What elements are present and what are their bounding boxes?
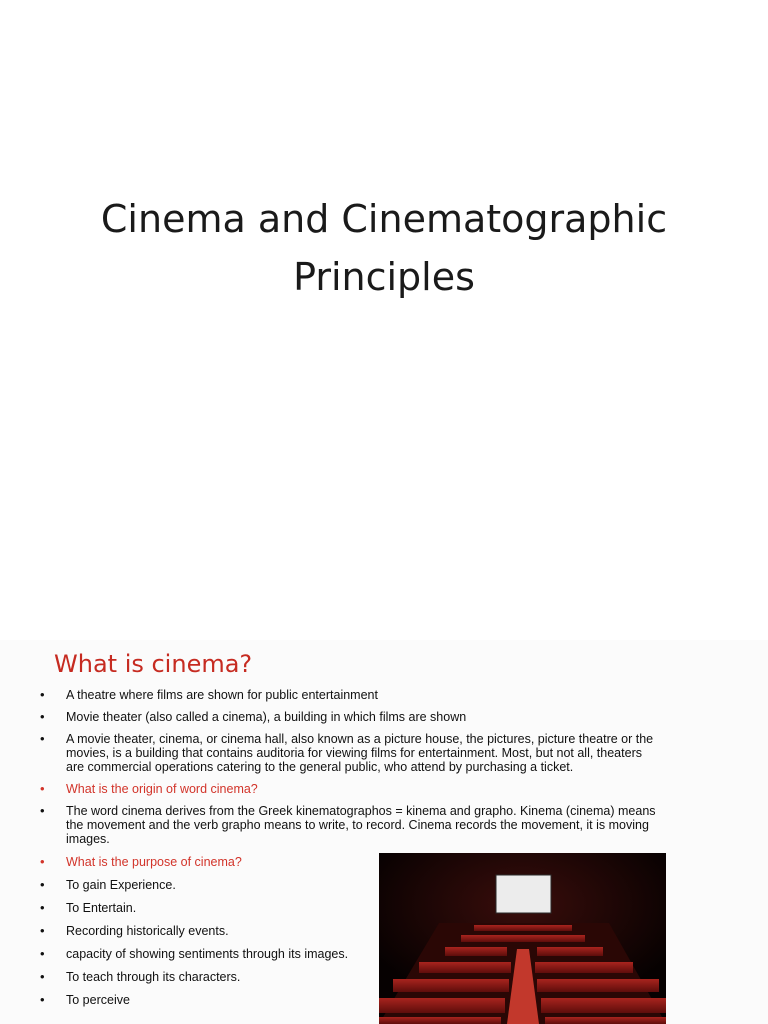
title-line-1: Cinema and Cinematographic [100,197,668,241]
bullet-item: • capacity of showing sentiments through its images. [40,947,366,961]
second-slide [0,640,768,1024]
cinema-auditorium-illustration [379,853,666,1024]
section-heading: What is cinema? [54,650,253,678]
movie-screen [496,875,551,913]
cinema-photo [379,853,666,1024]
bullet-item: • To Entertain. [40,901,366,915]
bullet-item: • To teach through its characters. [40,970,366,984]
bullet-item: • To gain Experience. [40,878,366,892]
bullet-question: • What is the origin of word cinema? [40,782,660,796]
bullet-item: • The word cinema derives from the Greek kinematographos = kinema and grapho. Kinema (cinema) means the movement and the verb grapho means to write, to record. Cinema records the movement, it is moving images. [40,804,660,846]
bullet-item: • To perceive [40,993,366,1007]
slide-title [0,190,768,306]
bullet-item: • Movie theater (also called a cinema), a building in which films are shown [40,710,660,724]
bullet-item: • A theatre where films are shown for public entertainment [40,688,660,702]
title-line-2: Principles [293,255,475,299]
bullet-item: • A movie theater, cinema, or cinema hall, also known as a picture house, the pictures, picture theatre or the movies, is a building that contains auditoria for viewing films for entertainment. Most, but not all, theaters are commercial operations catering to the general public, who attend by purchasing a ticket. [40,732,660,774]
bullet-item: • Recording historically events. [40,924,366,938]
bullet-question: • What is the purpose of cinema? [40,855,366,869]
